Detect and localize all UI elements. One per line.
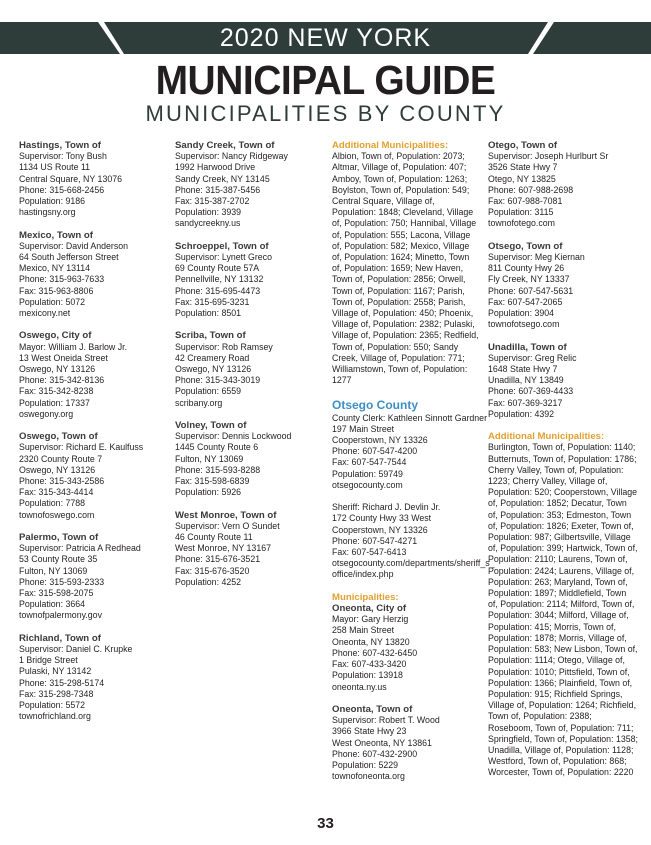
column-3 xyxy=(332,140,495,794)
entry-line: Oneonta, NY 13820 xyxy=(332,636,410,647)
entry-line: 42 Creamery Road xyxy=(175,352,250,363)
entry-line: Phone: 607-547-4271 xyxy=(332,535,418,546)
entry-line: townofotego.com xyxy=(488,218,555,229)
entry-line: 811 County Hwy 26 xyxy=(488,263,565,274)
entry-line: Population: 17337 xyxy=(19,397,90,408)
entry-line: Population: 59749 xyxy=(332,468,403,479)
entry-line: Pennellville, NY 13132 xyxy=(175,274,264,285)
entry-line: Fax: 315-676-3520 xyxy=(175,565,250,576)
entry-line: Phone: 315-593-8288 xyxy=(175,464,261,475)
entry-line: 1134 US Route 11 xyxy=(19,162,91,173)
page-number: 33 xyxy=(317,815,334,832)
column-1 xyxy=(19,140,164,734)
entry-line: Population: 5926 xyxy=(175,487,242,498)
entry-line: 64 South Jefferson Street xyxy=(19,252,119,263)
entry-line: otsegocounty.com xyxy=(332,479,403,490)
entry-line: Supervisor: David Anderson xyxy=(19,240,129,251)
entry-line: 258 Main Street xyxy=(332,625,395,636)
entry-line: Phone: 315-342-8136 xyxy=(19,375,105,386)
municipality-entry xyxy=(19,633,164,723)
county-heading: Otsego County xyxy=(332,397,418,412)
entry-line: Fax: 315-342-8238 xyxy=(19,386,94,397)
entry-line: 1445 County Route 6 xyxy=(175,442,259,453)
municipality-name: Oneonta, Town of xyxy=(332,703,413,715)
entry-line: Supervisor: Nancy Ridgeway xyxy=(175,151,288,162)
entry-line: townofotsego.com xyxy=(488,319,560,330)
entry-line: oswegony.org xyxy=(19,408,74,419)
entry-line: Phone: 607-547-5631 xyxy=(488,285,574,296)
entry-line: Population: 7788 xyxy=(19,498,86,509)
entry-line: 13 West Oneida Street xyxy=(19,352,108,363)
entry-line: oneonta.ny.us xyxy=(332,681,387,692)
entry-line: Phone: 315-593-2333 xyxy=(19,576,105,587)
entry-line: Phone: 315-343-2586 xyxy=(19,476,105,487)
entry-line: Phone: 315-298-5174 xyxy=(19,677,105,688)
municipality-entry xyxy=(175,241,320,319)
municipality-entry xyxy=(488,241,638,331)
entry-line: Population: 3115 xyxy=(488,207,554,218)
municipality-entry xyxy=(488,140,638,230)
banner-title: 2020 NEW YORK xyxy=(219,24,432,52)
municipality-name: Scriba, Town of xyxy=(175,330,246,342)
entry-line: scribany.org xyxy=(175,397,223,408)
municipality-name: Sandy Creek, Town of xyxy=(175,140,275,151)
entry-line: Fulton, NY 13069 xyxy=(175,453,244,464)
entry-line: 53 County Route 35 xyxy=(19,554,98,565)
municipality-name: Palermo, Town of xyxy=(19,532,99,544)
entry-line: mexicony.net xyxy=(19,308,71,319)
entry-line: Phone: 315-387-5456 xyxy=(175,184,261,195)
entry-line: Population: 4392 xyxy=(488,408,555,419)
entry-line: Fax: 315-695-3231 xyxy=(175,296,250,307)
municipality-name: Oswego, Town of xyxy=(19,431,98,443)
municipality-name: Hastings, Town of xyxy=(19,140,101,151)
municipality-name: West Monroe, Town of xyxy=(175,509,277,521)
entry-line: Oswego, NY 13126 xyxy=(175,364,252,375)
entry-line: Fax: 607-433-3420 xyxy=(332,659,407,670)
entry-line: Central Square, NY 13076 xyxy=(19,173,123,184)
entry-line: Unadilla, NY 13849 xyxy=(488,375,564,386)
additional-municipalities-heading: Additional Municipalities: xyxy=(332,140,449,151)
entry-line: hastingsny.org xyxy=(19,207,76,218)
entry-line: 46 County Route 11 xyxy=(175,532,253,543)
entry-line: office/index.php xyxy=(332,569,394,580)
entry-line: Supervisor: Robert T. Wood xyxy=(332,715,440,726)
entry-line: Population: 4252 xyxy=(175,576,242,587)
entry-line: Supervisor: Daniel C. Krupke xyxy=(19,644,133,655)
entry-line: Population: 9186 xyxy=(19,196,86,207)
entry-line: Phone: 315-695-4473 xyxy=(175,285,261,296)
municipality-name: Richland, Town of xyxy=(19,632,101,644)
entry-line: Fax: 315-387-2702 xyxy=(175,196,250,207)
entry-line: Pulaski, NY 13142 xyxy=(19,666,92,677)
entry-line: Fulton, NY 13069 xyxy=(19,565,88,576)
entry-line: Population: 5072 xyxy=(19,296,86,307)
entry-line: Fax: 315-963-8806 xyxy=(19,285,94,296)
entry-line: Cooperstown, NY 13326 xyxy=(332,524,428,535)
entry-line: Phone: 315-676-3521 xyxy=(175,554,261,565)
page-title: MUNICIPAL GUIDE xyxy=(155,57,496,103)
entry-line: Phone: 315-963-7633 xyxy=(19,274,105,285)
entry-line: Supervisor: Patricia A Redhead xyxy=(19,543,141,554)
entry-line: Phone: 315-668-2456 xyxy=(19,184,105,195)
entry-line: 69 County Route 57A xyxy=(175,263,260,274)
entry-line: Fax: 607-547-6413 xyxy=(332,547,407,558)
additional-municipalities-heading: Additional Municipalities: xyxy=(488,431,605,443)
municipality-entry xyxy=(175,420,320,498)
entry-line: 197 Main Street xyxy=(332,423,395,434)
entry-line: Fax: 607-547-2065 xyxy=(488,296,563,307)
municipality-entry xyxy=(175,140,320,230)
entry-line: Mayor: Gary Herzig xyxy=(332,614,409,625)
entry-line: 3966 State Hwy 23 xyxy=(332,726,407,737)
entry-line: 172 County Hwy 33 West xyxy=(332,513,432,524)
additional-municipalities-text: Burlington, Town of, Population: 1140; Butternuts, Town of, Population: 1786; Cherry Valley, Town of, Population: 1223; Cherry Valley, Village of, Population: 520; Cooperstown, Village of, Population: 1852; Decatur, Town of, Population: 353; Edmeston, Town of, Population: 1826; Exeter, Town of, Population: 987; Gilbertsville, Village of, Population: 399; Hartwick, Town of, Population: 2110; Laurens, Town of, Population: 2424; Laurens, Village of, Population: 263; Maryland, Town of, Population: 1897; Middlefield, Town of, Population: 2114; Milford, Town of, Population: 3044; Milford, Village of, Population: 415; Morris, Town of, Population: 1878; Morris, Village of, Population: 583; New Lisbon, Town of, Population: 1114; Otego, Village of, Population: 1010; Pittsfield, Town of, Population: 1366; Plainfield, Town of, Population: 915; Richfield Springs, Village of, Population: 1264; Richfield, Town of, Population: 2388; Roseboom, Town of, Population: 711; Springfield, Town of, Population: 1358; Unadilla, Village of, Population: 1128; Westford, Town of, Population: 868; Worcester, Town of, Population: 2220 xyxy=(488,442,638,778)
entry-line: 3526 State Hwy 7 xyxy=(488,162,558,173)
municipality-name: Mexico, Town of xyxy=(19,229,93,241)
entry-line: Supervisor: Richard E. Kaulfuss xyxy=(19,442,144,453)
entry-line: Fax: 607-547-7544 xyxy=(332,457,407,468)
entry-line: Population: 3904 xyxy=(488,308,555,319)
entry-line: otsegocounty.com/departments/sheriff_s_ xyxy=(332,558,495,569)
entry-line: Fax: 315-598-6839 xyxy=(175,476,250,487)
additional-municipalities-text: Albion, Town of, Population: 2073; Altmar, Village of, Population: 407; Amboy, Town of, Population: 1263; Boylston, Town of, Population: 549; Central Square, Village of, Population: 1848; Cleveland, Village of, Population: 750; Hannibal, Village of, Population: 555; Lacona, Village of, Population: 582; Mexico, Village of, Population: 1624; Minetto, Town of, Population: 1659; New Haven, Town of, Population: 2856; Orwell, Town of, Population: 1167; Parish, Town of, Population: 2558; Parish, Village of, Population: 450; Phoenix, Village of, Population: 2382; Pulaski, Village of, Population: 2365; Redfield, Town of, Population: 550; Sandy Creek, Village of, Population: 771; Williamstown, Town of, Population: 1277 xyxy=(332,151,479,386)
entry-line: Supervisor: Vern O Sundet xyxy=(175,520,280,531)
municipality-name: Unadilla, Town of xyxy=(488,341,567,353)
entry-line: Population: 3664 xyxy=(19,599,86,610)
municipality-entry xyxy=(332,704,480,782)
municipality-entry xyxy=(175,330,320,408)
entry-line: Supervisor: Greg Relic xyxy=(488,352,577,363)
county-clerk-block xyxy=(332,412,488,491)
municipality-name: Otego, Town of xyxy=(488,140,558,151)
entry-line: County Clerk: Kathleen Sinnott Gardner xyxy=(332,412,488,423)
entry-line: Mexico, NY 13114 xyxy=(19,263,91,274)
entry-line: Fax: 607-369-3217 xyxy=(488,397,563,408)
municipality-entry xyxy=(488,342,638,420)
entry-line: Fax: 315-598-2075 xyxy=(19,588,94,599)
entry-line: Oswego, NY 13126 xyxy=(19,364,96,375)
entry-line: Phone: 607-369-4433 xyxy=(488,386,574,397)
entry-line: Phone: 607-988-2698 xyxy=(488,184,574,195)
entry-line: 1648 State Hwy 7 xyxy=(488,364,558,375)
entry-line: Mayor: William J. Barlow Jr. xyxy=(19,341,128,352)
municipality-entry xyxy=(19,330,164,420)
entry-line: West Monroe, NY 13167 xyxy=(175,543,272,554)
entry-line: townofpalermony.gov xyxy=(19,610,102,621)
municipality-name: Oswego, City of xyxy=(19,330,92,342)
page-subtitle: MUNICIPALITIES BY COUNTY xyxy=(145,101,506,126)
sheriff-block xyxy=(332,502,495,580)
entry-line: Oswego, NY 13126 xyxy=(19,464,96,475)
entry-line: Fly Creek, NY 13337 xyxy=(488,274,570,285)
entry-line: Otego, NY 13825 xyxy=(488,173,556,184)
entry-line: Population: 13918 xyxy=(332,670,403,681)
entry-line: sandycreekny.us xyxy=(175,218,241,229)
entry-line: Population: 3939 xyxy=(175,207,242,218)
entry-line: Phone: 607-432-6450 xyxy=(332,647,418,658)
municipality-entry xyxy=(19,431,164,521)
municipalities-heading: Municipalities: xyxy=(332,591,399,603)
entry-line: Supervisor: Joseph Hurlburt Sr xyxy=(488,151,609,162)
entry-line: Supervisor: Dennis Lockwood xyxy=(175,431,292,442)
entry-line: Supervisor: Lynett Greco xyxy=(175,252,272,263)
municipality-name: Oneonta, City of xyxy=(332,603,407,615)
entry-line: Phone: 607-547-4200 xyxy=(332,446,418,457)
entry-line: Supervisor: Tony Bush xyxy=(19,151,107,162)
entry-line: Phone: 607-432-2900 xyxy=(332,748,418,759)
municipality-name: Volney, Town of xyxy=(175,420,247,432)
municipality-entry xyxy=(19,532,164,622)
municipality-name: Schroeppel, Town of xyxy=(175,240,269,252)
entry-line: Cooperstown, NY 13326 xyxy=(332,435,428,446)
entry-line: Sandy Creek, NY 13145 xyxy=(175,173,270,184)
entry-line: townofrichland.org xyxy=(19,711,91,722)
entry-line: Population: 8501 xyxy=(175,308,242,319)
entry-line: Fax: 315-343-4414 xyxy=(19,487,94,498)
entry-line: Phone: 315-343-3019 xyxy=(175,375,261,386)
entry-line: Fax: 607-988-7081 xyxy=(488,196,563,207)
entry-line: townofoneonta.org xyxy=(332,771,405,782)
municipality-entry xyxy=(19,230,164,320)
header-banner xyxy=(0,22,651,54)
municipality-name: Otsego, Town of xyxy=(488,240,563,252)
column-4 xyxy=(488,140,638,790)
entry-line: Fax: 315-298-7348 xyxy=(19,688,94,699)
entry-line: Population: 5229 xyxy=(332,759,399,770)
entry-line: West Oneonta, NY 13861 xyxy=(332,737,432,748)
municipality-entry xyxy=(19,140,164,218)
entry-line: 2320 County Route 7 xyxy=(19,453,103,464)
entry-line: Supervisor: Rob Ramsey xyxy=(175,341,273,352)
entry-line: 1 Bridge Street xyxy=(19,655,78,666)
municipality-entry xyxy=(332,603,480,693)
entry-line: townofoswego.com xyxy=(19,509,95,520)
entry-line: Population: 6559 xyxy=(175,386,242,397)
entry-line: Population: 5572 xyxy=(19,700,86,711)
municipality-entry xyxy=(175,510,320,588)
column-2 xyxy=(175,140,320,599)
entry-line: Supervisor: Meg Kiernan xyxy=(488,252,585,263)
entry-line: Sheriff: Richard J. Devlin Jr. xyxy=(332,502,441,513)
entry-line: 1992 Harwood Drive xyxy=(175,162,256,173)
